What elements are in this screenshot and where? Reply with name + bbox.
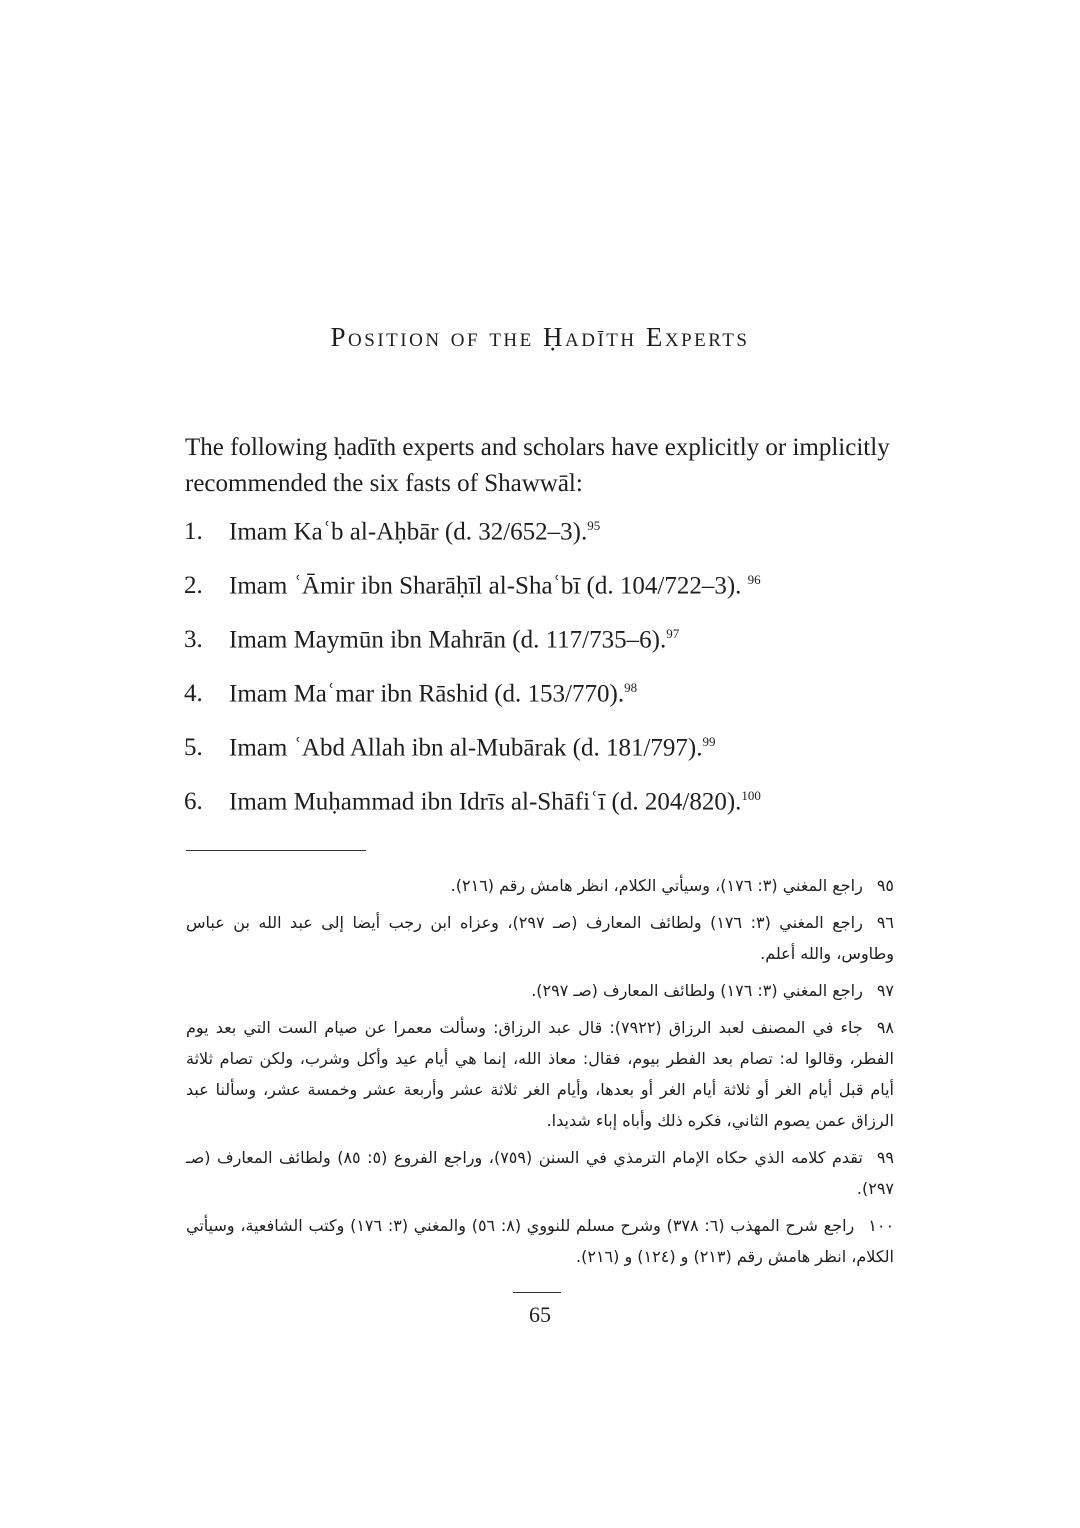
footnote-text: راجع المغني (٣: ١٧٦) ولطائف المعارف (صـ ٢٩٧).	[531, 981, 863, 1000]
page-title: Position of the Ḥadīth Experts	[330, 322, 750, 352]
list-item-number: 6.	[184, 788, 203, 815]
footnote-ref: 97	[666, 626, 680, 641]
footnote	[186, 1210, 894, 1272]
footnote-text: جاء في المصنف لعبد الرزاق (٧٩٢٢): قال عبد الرزاق: وسألت معمرا عن صيام الست التي بعد يوم الفطر، وقالوا له: تصام بعد الفطر بيوم، فقال: معاذ الله، إنما هي أيام عيد وأكل وشرب، ولكن تصام ثلاثة أيام قبل أيام الغر أو ثلاثة أيام الغر أو بعدها، وأيام الغر ثلاثة عشر وأربعة عشر وخمسة عشر، وسألنا عبد الرزاق عمن يصوم الثاني، فكره ذلك وأباه إباء شديدا.	[186, 1018, 894, 1130]
list-item-label: Imam Maymūn ibn Mahrān (d. 117/735–6).	[229, 626, 667, 654]
footnote-text: راجع المغني (٣: ١٧٦) ولطائف المعارف (صـ ٢٩٧)، وعزاه ابن رجب أيضا إلى عبد الله بن عباس وطاوس، والله أعلم.	[186, 913, 894, 963]
list-item-number: 4.	[184, 680, 203, 707]
footnote-text: راجع المغني (٣: ١٧٦)، وسيأتي الكلام، انظر هامش رقم (٢١٦).	[450, 876, 863, 895]
footnote	[186, 975, 894, 1006]
footnote-ref: 96	[747, 572, 761, 587]
list-item-text	[229, 518, 600, 546]
list-item-number: 5.	[184, 734, 203, 761]
list-item-text	[229, 788, 761, 816]
footnote-number: ٩٨	[876, 1018, 894, 1037]
page-number: 65	[529, 1302, 551, 1327]
footnote-number: ٩٦	[876, 913, 894, 932]
list-item-text	[229, 680, 637, 708]
list-item-label: Imam Muḥammad ibn Idrīs al-Shāfiʿī (d. 204/820).	[229, 788, 742, 816]
footnote-number: ١٠٠	[868, 1216, 895, 1235]
footnote	[186, 1012, 894, 1136]
footnote	[186, 870, 894, 901]
footnote-text: تقدم كلامه الذي حكاه الإمام الترمذي في السنن (٧٥٩)، وراجع الفروع (٥: ٨٥) ولطائف المعارف (صـ ٢٩٧).	[186, 1148, 894, 1198]
footnote	[186, 907, 894, 969]
list-item-label: Imam Kaʿb al-Aḥbār (d. 32/652–3).	[229, 518, 588, 546]
page-number-rule	[513, 1292, 561, 1293]
list-item-text	[229, 626, 679, 654]
footnote-divider	[186, 850, 366, 851]
footnote-number: ٩٩	[876, 1148, 895, 1167]
intro-paragraph: The following ḥadīth experts and scholars have explicitly or implicitly recommended the six fasts of Shawwāl:	[185, 434, 890, 497]
footnote-number: ٩٧	[876, 981, 894, 1000]
list-item-number: 1.	[184, 518, 203, 545]
footnote-text: راجع شرح المهذب (٦: ٣٧٨) وشرح مسلم للنووي (٨: ٥٦) والمغني (٣: ١٧٦) وكتب الشافعية، وسيأتي الكلام، انظر هامش رقم (٢١٣) و (١٢٤) و (٢١٦).	[186, 1216, 894, 1266]
footnote-number: ٩٥	[876, 876, 894, 895]
list-item-text	[229, 572, 761, 600]
footnote	[186, 1142, 894, 1204]
list-item-label: Imam ʿAbd Allah ibn al-Mubārak (d. 181/797).	[229, 734, 703, 762]
footnote-ref: 95	[587, 518, 601, 533]
list-item-text	[229, 734, 716, 762]
list-item-label: Imam Maʿmar ibn Rāshid (d. 153/770).	[229, 680, 625, 708]
list-item-label: Imam ʿĀmir ibn Sharāḥīl al-Shaʿbī (d. 104/722–3).	[229, 572, 748, 600]
list-item-number: 3.	[184, 626, 203, 653]
footnote-ref: 99	[702, 734, 716, 749]
footnote-ref: 98	[624, 680, 638, 695]
list-item-number: 2.	[184, 572, 203, 599]
footnotes	[186, 870, 894, 1278]
footnote-ref: 100	[741, 788, 761, 803]
